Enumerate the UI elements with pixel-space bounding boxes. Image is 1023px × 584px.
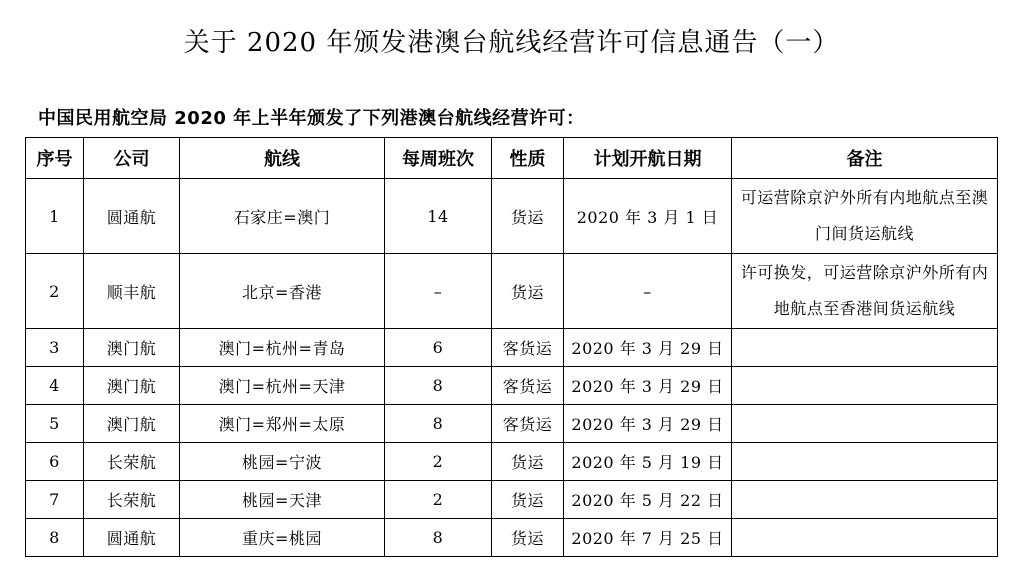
cell-type: 货运: [492, 254, 564, 329]
cell-index: 3: [26, 329, 84, 367]
cell-company: 长荣航: [84, 481, 180, 519]
cell-route: 北京=香港: [180, 254, 385, 329]
cell-remark: 可运营除京沪外所有内地航点至澳门间货运航线: [732, 179, 998, 254]
cell-remark: [732, 481, 998, 519]
cell-company: 顺丰航: [84, 254, 180, 329]
cell-start-date: –: [564, 254, 732, 329]
cell-company: 长荣航: [84, 443, 180, 481]
cell-start-date: 2020 年 3 月 1 日: [564, 179, 732, 254]
cell-start-date: 2020 年 3 月 29 日: [564, 367, 732, 405]
table-row: [26, 519, 998, 557]
routes-table: [25, 137, 998, 557]
cell-company: 澳门航: [84, 405, 180, 443]
cell-weekly-flights: 14: [385, 179, 492, 254]
cell-route: 桃园=宁波: [180, 443, 385, 481]
cell-route: 桃园=天津: [180, 481, 385, 519]
cell-remark: [732, 519, 998, 557]
table-row: [26, 367, 998, 405]
cell-weekly-flights: 8: [385, 519, 492, 557]
cell-index: 8: [26, 519, 84, 557]
cell-weekly-flights: 8: [385, 405, 492, 443]
column-header-company: 公司: [84, 138, 180, 179]
column-header-weekly-flights: 每周班次: [385, 138, 492, 179]
cell-start-date: 2020 年 3 月 29 日: [564, 329, 732, 367]
table-row: [26, 481, 998, 519]
cell-remark: [732, 405, 998, 443]
table-row: [26, 329, 998, 367]
cell-start-date: 2020 年 5 月 22 日: [564, 481, 732, 519]
cell-remark: [732, 443, 998, 481]
cell-remark: [732, 329, 998, 367]
cell-index: 1: [26, 179, 84, 254]
cell-type: 货运: [492, 519, 564, 557]
cell-type: 客货运: [492, 367, 564, 405]
cell-index: 7: [26, 481, 84, 519]
cell-route: 重庆=桃园: [180, 519, 385, 557]
document-title: 关于 2020 年颁发港澳台航线经营许可信息通告（一）: [183, 28, 840, 58]
column-header-route: 航线: [180, 138, 385, 179]
cell-index: 6: [26, 443, 84, 481]
cell-type: 客货运: [492, 405, 564, 443]
cell-start-date: 2020 年 7 月 25 日: [564, 519, 732, 557]
cell-type: 货运: [492, 481, 564, 519]
cell-type: 客货运: [492, 329, 564, 367]
cell-start-date: 2020 年 3 月 29 日: [564, 405, 732, 443]
column-header-type: 性质: [492, 138, 564, 179]
cell-company: 澳门航: [84, 367, 180, 405]
cell-route: 石家庄=澳门: [180, 179, 385, 254]
cell-route: 澳门=杭州=青岛: [180, 329, 385, 367]
cell-company: 圆通航: [84, 519, 180, 557]
cell-type: 货运: [492, 443, 564, 481]
cell-company: 澳门航: [84, 329, 180, 367]
table-row: [26, 179, 998, 254]
cell-start-date: 2020 年 5 月 19 日: [564, 443, 732, 481]
column-header-remark: 备注: [732, 138, 998, 179]
column-header-index: 序号: [26, 138, 84, 179]
cell-weekly-flights: 2: [385, 443, 492, 481]
cell-type: 货运: [492, 179, 564, 254]
column-header-start-date: 计划开航日期: [564, 138, 732, 179]
cell-index: 5: [26, 405, 84, 443]
cell-remark: [732, 367, 998, 405]
table-row: [26, 254, 998, 329]
intro-text: 中国民用航空局 2020 年上半年颁发了下列港澳台航线经营许可：: [38, 108, 585, 129]
cell-index: 4: [26, 367, 84, 405]
cell-weekly-flights: 8: [385, 367, 492, 405]
header-row: [26, 138, 998, 179]
cell-company: 圆通航: [84, 179, 180, 254]
cell-remark: 许可换发，可运营除京沪外所有内地航点至香港间货运航线: [732, 254, 998, 329]
table-row: [26, 405, 998, 443]
cell-weekly-flights: 2: [385, 481, 492, 519]
cell-weekly-flights: –: [385, 254, 492, 329]
cell-route: 澳门=郑州=太原: [180, 405, 385, 443]
cell-index: 2: [26, 254, 84, 329]
table-row: [26, 443, 998, 481]
cell-route: 澳门=杭州=天津: [180, 367, 385, 405]
cell-weekly-flights: 6: [385, 329, 492, 367]
